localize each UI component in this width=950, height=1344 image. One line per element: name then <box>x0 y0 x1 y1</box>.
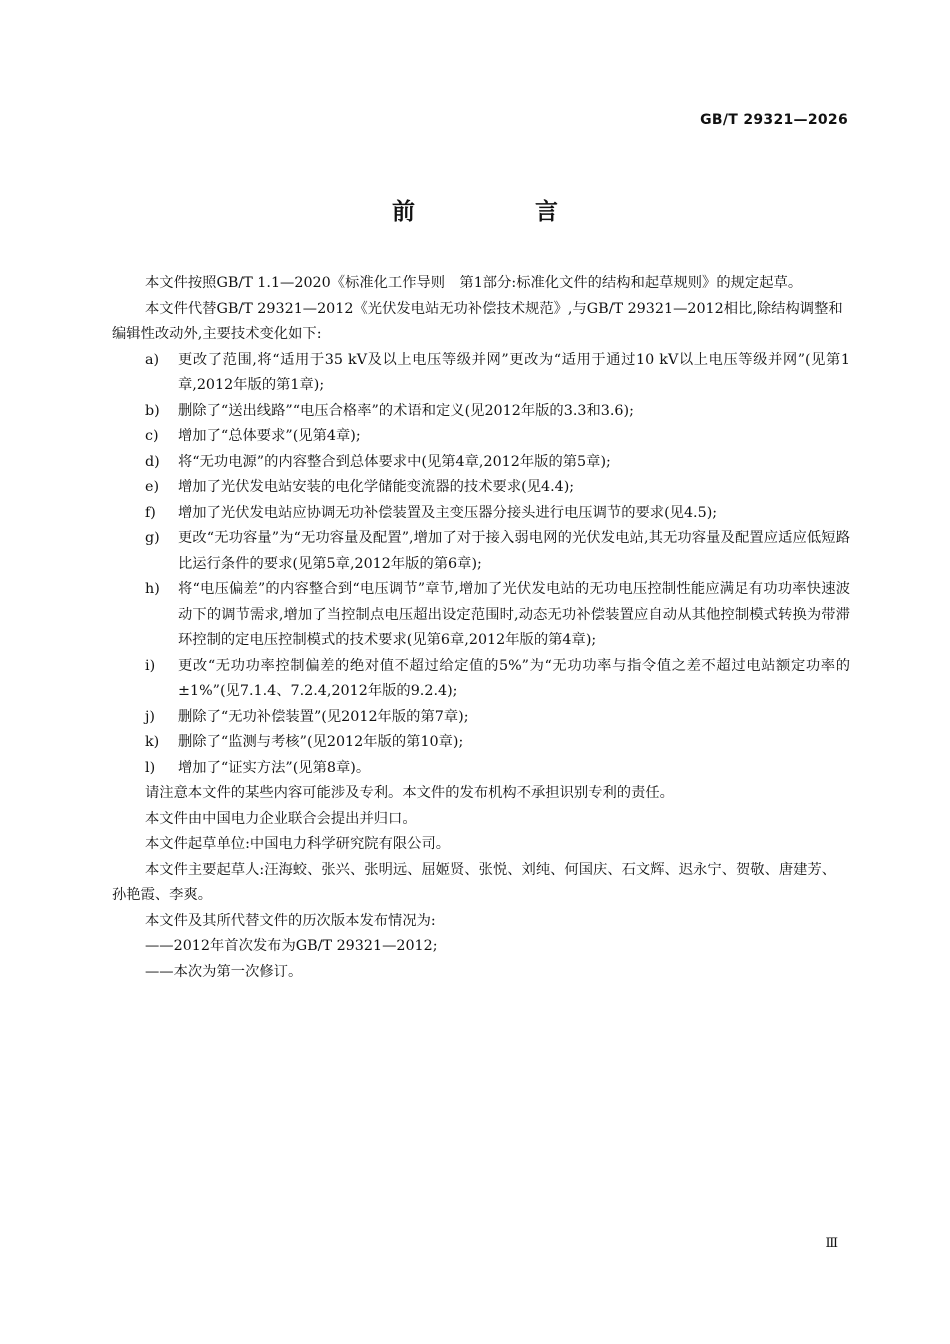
drafting-organization: 本文件起草单位:中国电力科学研究院有限公司。 <box>145 836 451 852</box>
standard-number: GB/T 29321—2026 <box>700 112 848 128</box>
proposer-statement: 本文件由中国电力企业联合会提出并归口。 <box>145 810 417 827</box>
foreword-body <box>112 271 850 985</box>
item-text: 增加了“证实方法”(见第8章)。 <box>178 759 371 776</box>
item-marker: l) <box>145 759 156 776</box>
item-marker: e) <box>145 479 160 495</box>
item-marker: k) <box>145 734 160 750</box>
item-marker: c) <box>145 428 159 444</box>
item-text: 更改“无功功率控制偏差的绝对值不超过给定值的5%”为“无功功率与指令值之差不超过电站额定功率的±1%”(见7.1.4、7.2.4,2012年版的9.2.4); <box>178 657 850 699</box>
version-history-item: ——本次为第一次修订。 <box>145 963 303 980</box>
change-item-b <box>112 399 850 425</box>
change-item-l <box>112 756 850 782</box>
item-marker: h) <box>145 581 160 597</box>
change-item-i <box>112 654 850 705</box>
page-title: 前 言 <box>391 199 614 225</box>
item-text: 增加了光伏发电站应协调无功补偿装置及主变压器分接头进行电压调节的要求(见4.5); <box>178 504 718 521</box>
item-marker: g) <box>145 530 160 546</box>
version-history-intro: 本文件及其所代替文件的历次版本发布情况为: <box>145 912 436 929</box>
item-marker: i) <box>145 657 156 674</box>
change-item-j <box>112 705 850 731</box>
change-item-k <box>112 730 850 756</box>
item-text: 删除了“送出线路”“电压合格率”的术语和定义(见2012年版的3.3和3.6); <box>178 402 634 419</box>
item-marker: d) <box>145 453 160 470</box>
item-marker: j) <box>145 708 156 725</box>
drafters: 本文件主要起草人:汪海蛟、张兴、张明远、屈姬贤、张悦、刘纯、何国庆、石文辉、迟永宁、贺敬、唐建芳、孙艳霞、李爽。 <box>112 861 837 903</box>
item-text: 增加了“总体要求”(见第4章); <box>178 428 361 444</box>
item-marker: b) <box>145 402 160 419</box>
item-text: 将“无功电源”的内容整合到总体要求中(见第4章,2012年版的第5章); <box>178 453 611 470</box>
paragraph: 本文件按照GB/T 1.1—2020《标准化工作导则 第1部分:标准化文件的结构和起草规则》的规定起草。 <box>145 275 803 291</box>
change-item-f <box>112 501 850 527</box>
item-text: 更改了范围,将“适用于35 kV及以上电压等级并网”更改为“适用于通过10 kV以上电压等级并网”(见第1章,2012年版的第1章); <box>178 351 850 393</box>
item-text: 更改“无功容量”为“无功容量及配置”,增加了对于接入弱电网的光伏发电站,其无功容量及配置应适应低短路比运行条件的要求(见第5章,2012年版的第6章); <box>178 530 850 572</box>
paragraph: 本文件代替GB/T 29321—2012《光伏发电站无功补偿技术规范》,与GB/T 29321—2012相比,除结构调整和编辑性改动外,主要技术变化如下: <box>112 300 843 342</box>
version-history-item: ——2012年首次发布为GB/T 29321—2012; <box>145 938 438 954</box>
item-marker: f) <box>145 504 156 521</box>
change-item-d <box>112 450 850 476</box>
item-text: 增加了光伏发电站安装的电化学储能变流器的技术要求(见4.4); <box>178 479 575 495</box>
change-item-a <box>112 348 850 399</box>
item-text: 删除了“无功补偿装置”(见2012年版的第7章); <box>178 708 469 725</box>
item-text: 将“电压偏差”的内容整合到“电压调节”章节,增加了光伏发电站的无功电压控制性能应满足有功功率快速波动下的调节需求,增加了当控制点电压超出设定范围时,动态无功补偿装置应自动从其他控制模式转换为带滞环控制的定电压控制模式的技术要求(见第6章,2012年版的第4章); <box>178 581 850 648</box>
change-item-h <box>112 577 850 654</box>
change-item-g <box>112 526 850 577</box>
item-marker: a) <box>145 351 160 368</box>
page-number: Ⅲ <box>825 1236 838 1251</box>
item-text: 删除了“监测与考核”(见2012年版的第10章); <box>178 734 464 750</box>
change-item-e <box>112 475 850 501</box>
patent-notice: 请注意本文件的某些内容可能涉及专利。本文件的发布机构不承担识别专利的责任。 <box>145 785 674 801</box>
change-item-c <box>112 424 850 450</box>
